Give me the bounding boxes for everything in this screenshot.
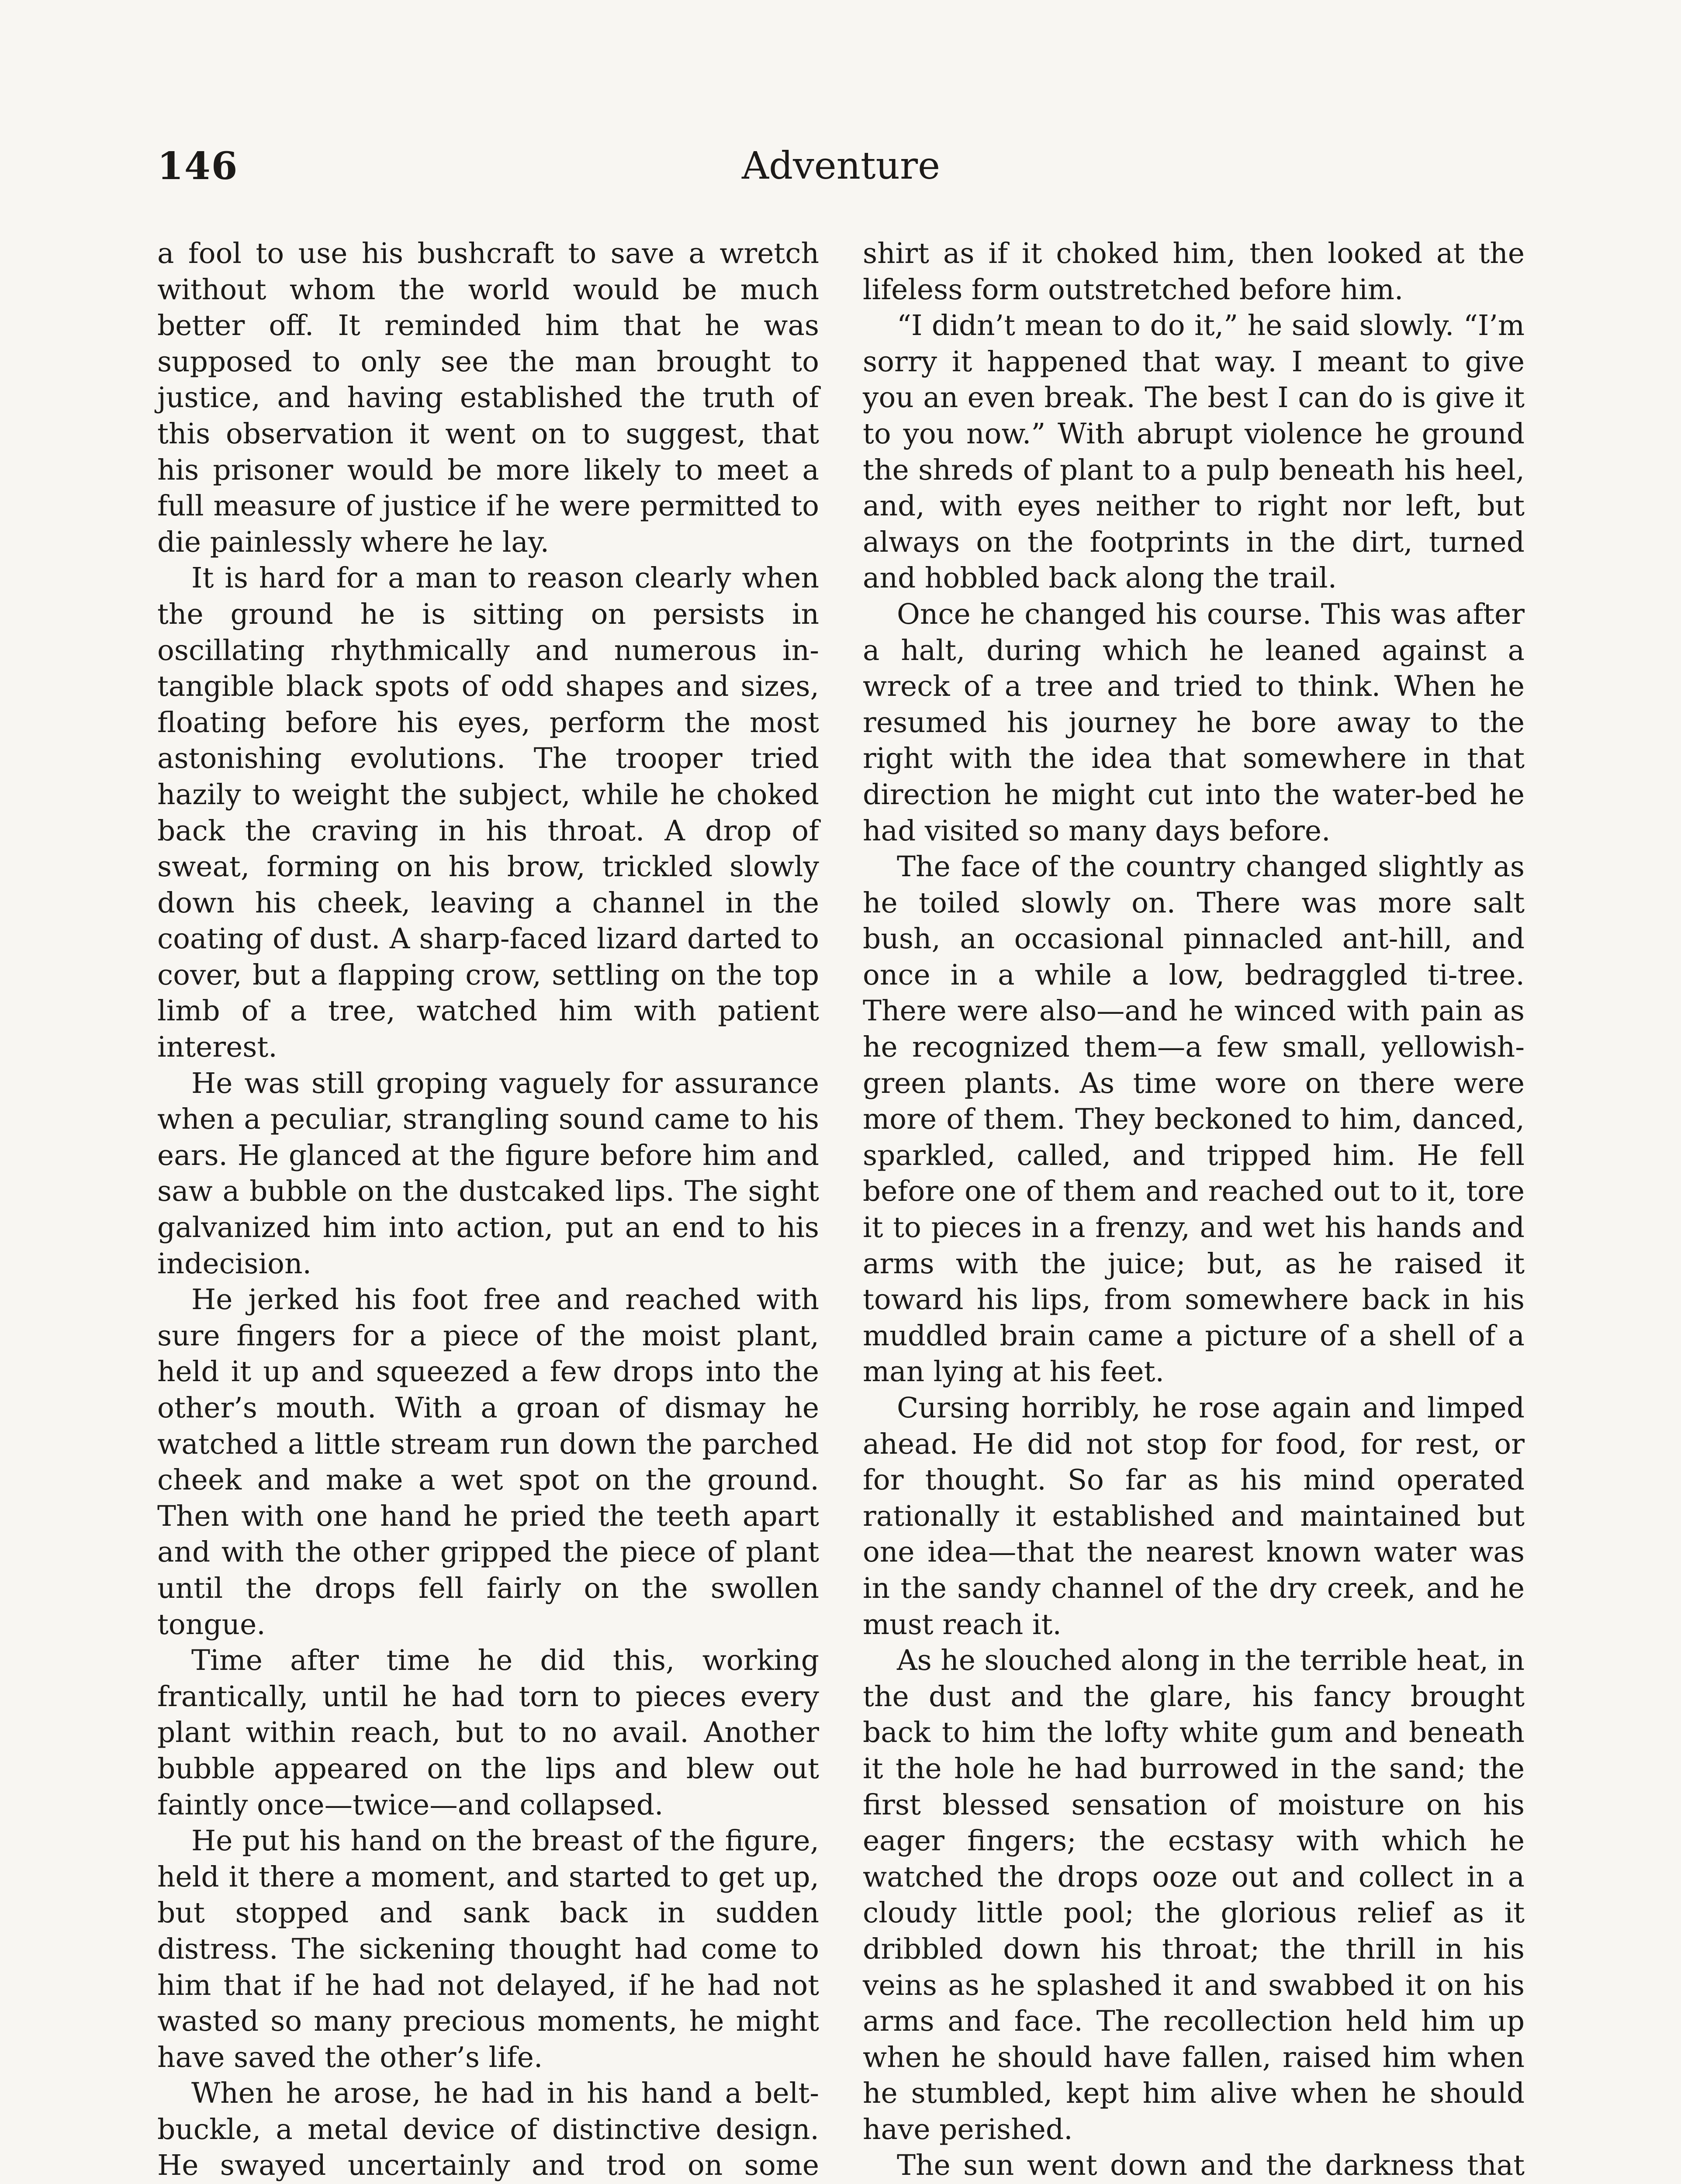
page-number: 146 <box>157 144 239 188</box>
paragraph: Cursing horribly, he rose again and limped ahead. He did not stop for food, for rest, or for thought. So far as his mind operated rationally it established and maintained but one idea—that the nearest known water was in the sandy channel of the dry creek, and he must reach it. <box>863 1392 1525 1641</box>
paragraph: The face of the country changed slightly as he toiled slowly on. There was more salt bush, an occasional pinnacled ant-hill, and once in a while a low, bedraggled ti-tree. There were also—and he winced with pain as he recognized them—a few small, yellowish-green plants. As time wore on there were more of them. They beckoned to him, danced, sparkled, called, and tripped him. He fell before one of them and reached out to it, tore it to pieces in a frenzy, and wet his hands and arms with the juice; but, as he raised it toward his lips, from somewhere back in his muddled brain came a picture of a shell of a man lying at his feet. <box>863 850 1525 1389</box>
journal-title: Adventure <box>742 144 940 188</box>
paragraph: shirt as if it choked him, then looked at the lifeless form outstretched before him. <box>863 237 1525 306</box>
page-header <box>157 144 1525 210</box>
paragraph: a fool to use his bushcraft to save a wretch without whom the world would be much better off. It reminded him that he was supposed to only see the man brought to justice, and having established the truth of this observation it went on to suggest, that his prisoner would be more likely to meet a full measure of justice if he were permitted to die painlessly where he lay. <box>157 237 819 559</box>
paragraph: He jerked his foot free and reached with sure fingers for a piece of the moist plant, held it up and squeezed a few drops into the other’s mouth. With a groan of dismay he watched a little stream run down the parched cheek and make a wet spot on the ground. Then with one hand he pried the teeth apart and with the other gripped the piece of plant until the drops fell fairly on the swollen tongue. <box>157 1283 819 1641</box>
paragraph: He was still groping vaguely for assurance when a peculiar, strangling sound came to his ears. He glanced at the figure before him and saw a bubble on the dustcaked lips. The sight galvanized him into action, put an end to his indecision. <box>157 1067 819 1280</box>
paragraph: Once he changed his course. This was after a halt, during which he leaned against a wreck of a tree and tried to think. When he resumed his journey he bore away to the right with the idea that somewhere in that direction he might cut into the water-bed he had visited so many days before. <box>863 598 1525 847</box>
paragraph: “I didn’t mean to do it,” he said slowly. “I’m sorry it happened that way. I meant to give you an even break. The best I can do is give it to you now.” With abrupt violence he ground the shreds of plant to a pulp beneath his heel, and, with eyes neither to right nor left, but always on the footprints in the dirt, turned and hobbled back along the trail. <box>863 309 1525 595</box>
paragraph: As he slouched along in the terrible heat, in the dust and the glare, his fancy brought back to him the lofty white gum and beneath it the hole he had burrowed in the sand; the first blessed sensation of moisture on his eager fingers; the ecstasy with which he watched the drops ooze out and collect in a cloudy little pool; the glorious relief as it dribbled down his throat; the thrill in his veins as he splashed it and swabbed it on his arms and face. The recollection held him up when he should have fallen, raised him when he stumbled, kept him alive when he should have perished. <box>863 1644 1525 2146</box>
right-column <box>863 236 1525 2184</box>
paragraph: When he arose, he had in his hand a belt-buckle, a metal device of distinctive design. He swayed uncertainly and trod on some <box>157 2077 819 2182</box>
paragraph: He put his hand on the breast of the figure, held it there a moment, and started to get up, but stopped and sank back in sudden distress. The sickening thought had come to him that if he had not delayed, if he had not wasted so many precious moments, he might have saved the other’s life. <box>157 1825 819 2074</box>
left-column <box>157 236 819 2184</box>
paragraph: Time after time he did this, working frantically, until he had torn to pieces every plant within reach, but to no avail. Another bubble appeared on the lips and blew out faintly once—twice—and collapsed. <box>157 1644 819 1821</box>
paragraph: It is hard for a man to reason clearly when the ground he is sitting on persists in oscillating rhythmically and numerous intangible black spots of odd shapes and sizes, floating before his eyes, perform the most astonishing evolutions. The trooper tried hazily to weight the subject, while he choked back the craving in his throat. A drop of sweat, forming on his brow, trickled slowly down his cheek, leaving a channel in the coating of dust. A sharp-faced lizard darted to cover, but a flapping crow, settling on the top limb of a tree, watched him with patient interest. <box>157 562 819 1064</box>
paragraph: The sun went down and the darkness that <box>897 2149 1525 2182</box>
